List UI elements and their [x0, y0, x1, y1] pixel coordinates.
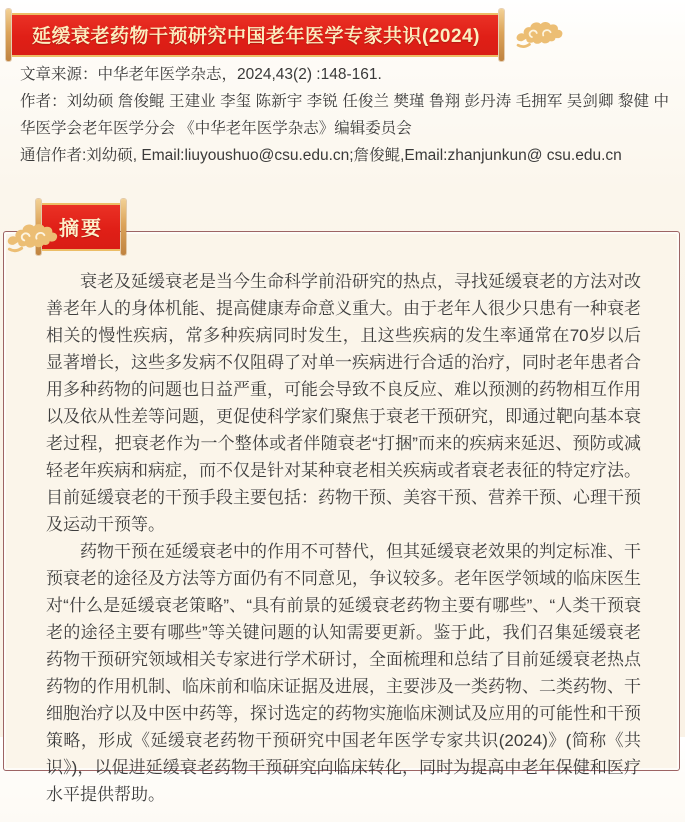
abstract-body	[4, 232, 679, 822]
title-banner-scroll	[12, 13, 498, 57]
authors-line	[20, 88, 669, 142]
abstract-paragraph-1: 衰老及延缓衰老是当今生命科学前沿研究的热点，寻找延缓衰老的方法对改善老年人的身体机能、提高健康寿命意义重大。由于老年人很少只患有一种衰老相关的慢性疾病，常多种疾病同时发生，且这些疾病的发生率通常在70岁以后显著增长，这些多发病不仅阻碍了对单一疾病进行合适的治疗，同时老年患者合用多种药物的问题也日益严重，可能会导致不良反应、难以预测的药物相互作用以及依从性差等问题，更促使科学家们聚焦于衰老干预研究，即通过靶向基本衰老过程，把衰老作为一个整体或者伴随衰老“打捆”而来的疾病来延迟、预防或减轻老年疾病和病症，而不仅是针对某种衰老相关疾病或者衰老表征的特定疗法。目前延缓衰老的干预手段主要包括：药物干预、美容干预、营养干预、心理干预及运动干预等。	[46, 272, 641, 534]
source-value: 中华老年医学杂志，2024,43(2) :148-161.	[97, 66, 382, 83]
auspicious-cloud-icon	[5, 216, 61, 261]
source-line	[20, 61, 669, 88]
article-meta	[20, 61, 669, 169]
correspondence-line: 通信作者:刘幼硕, Email:liuyoushuo@csu.edu.cn;詹俊鲲,Email:zhanjunkun@ csu.edu.cn	[20, 147, 622, 164]
abstract-box	[3, 231, 680, 804]
abstract-paragraph-2: 药物干预在延缓衰老中的作用不可替代，但其延缓衰老效果的判定标准、干预衰老的途径及方法等方面仍有不同意见，争议较多。老年医学领域的临床医生对“什么是延缓衰老策略”、“具有前景的延缓衰老药物主要有哪些”、“人类干预衰老的途径主要有哪些”等关键问题的认知需要更新。鉴于此，我们召集延缓衰老药物干预研究领域相关专家进行学术研讨，全面梳理和总结了目前延缓衰老热点药物的作用机制、临床前和临床证据及进展，主要涉及一类药物、二类药物、干细胞治疗以及中医中药等，探讨选定的药物实施临床测试及应用的可能性和干预策略，形成《延缓衰老药物干预研究中国老年医学专家共识(2024)》(简称《共识》)，以促进延缓衰老药物干预研究向临床转化，同时为提高中老年保健和医疗水平提供帮助。	[46, 542, 641, 804]
page-title: 延缓衰老药物干预研究中国老年医学专家共识(2024)	[32, 26, 480, 47]
abstract-badge-label: 摘要	[59, 218, 103, 240]
auspicious-cloud-icon	[514, 15, 566, 56]
source-label: 文章来源：	[20, 66, 98, 83]
authors-label: 作者：	[20, 93, 67, 110]
authors-value: 刘幼硕 詹俊鲲 王建业 李玺 陈新宇 李锐 任俊兰 樊瑾 鲁翔 彭丹涛 毛拥军 吴剑卿 黎健 中华医学会老年医学分会 《中华老年医学杂志》编辑委员会	[20, 93, 669, 137]
title-banner-row	[12, 13, 566, 57]
